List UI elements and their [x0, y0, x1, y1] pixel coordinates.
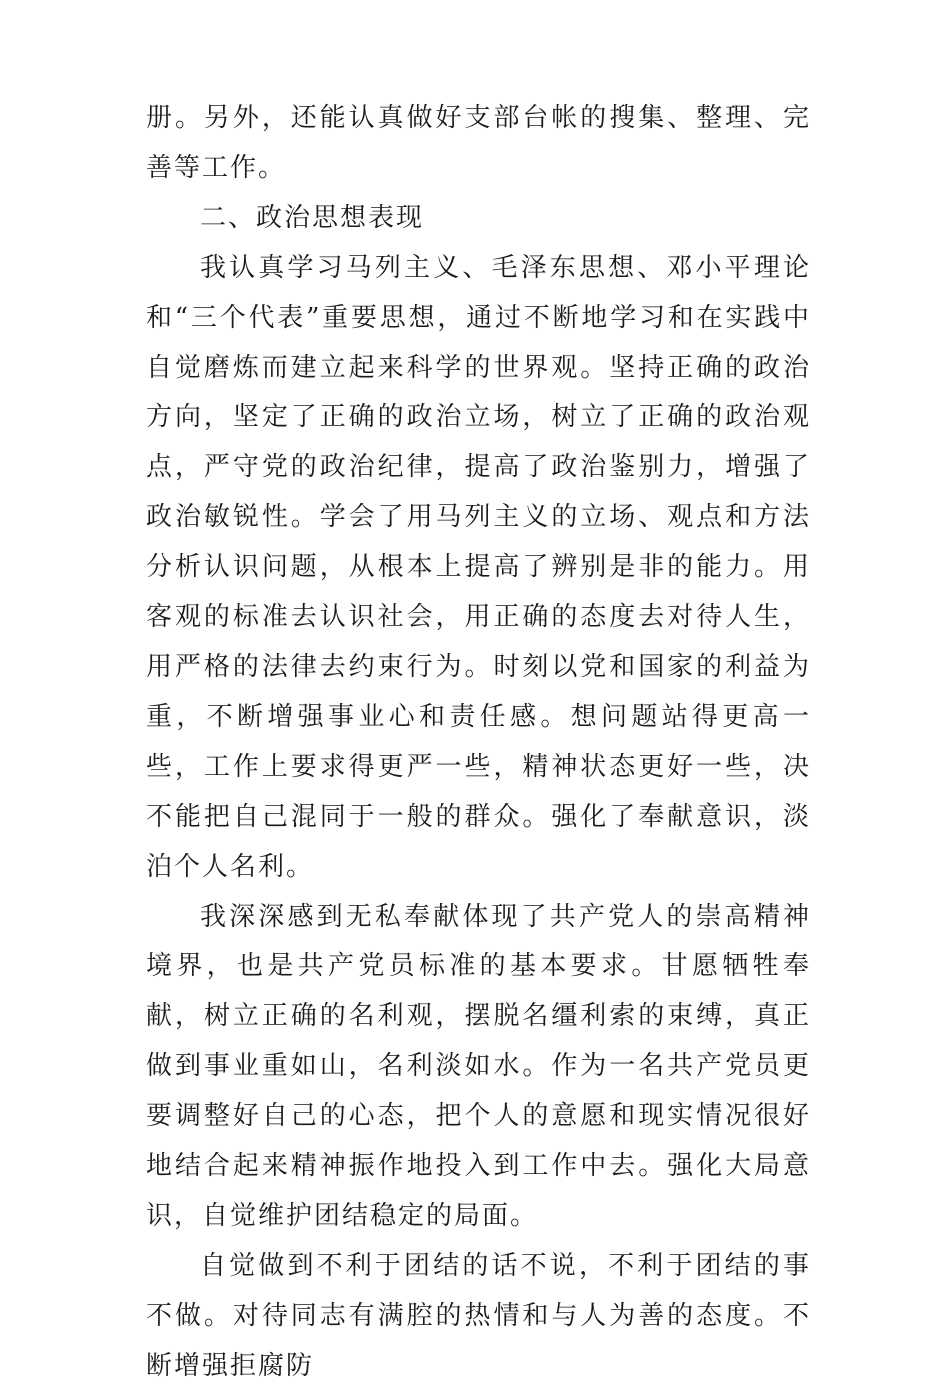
paragraph-selfless-dedication: 我深深感到无私奉献体现了共产党人的崇高精神境界，也是共产党员标准的基本要求。甘愿牺牲奉献，树立正确的名利观，摆脱名缰利索的束缚，真正做到事业重如山，名利淡如水。作为一名共产党员更要调整好自己的心态，把个人的意愿和现实情况很好地结合起来精神振作地投入到工作中去。强化大局意识，自觉维护团结稳定的局面。 [146, 901, 811, 1231]
paragraph-unity: 自觉做到不利于团结的话不说，不利于团结的事不做。对待同志有满腔的热情和与人为善的态度。不断增强拒腐防 [146, 1250, 811, 1381]
paragraph-political-study: 我认真学习马列主义、毛泽东思想、邓小平理论和“三个代表”重要思想，通过不断地学习和在实践中自觉磨炼而建立起来科学的世界观。坚持正确的政治方向，坚定了正确的政治立场，树立了正确的政治观点，严守党的政治纪律，提高了政治鉴别力，增强了政治敏锐性。学会了用马列主义的立场、观点和方法分析认识问题，从根本上提高了辨别是非的能力。用客观的标准去认识社会，用正确的态度去对待人生，用严格的法律去约束行为。时刻以党和国家的利益为重，不断增强事业心和责任感。想问题站得更高一些，工作上要求得更严一些，精神状态更好一些，决不能把自己混同于一般的群众。强化了奉献意识，淡泊个人名利。 [146, 252, 811, 882]
paragraph-continuation: 册。另外，还能认真做好支部台帐的搜集、整理、完善等工作。 [146, 103, 811, 183]
document-body [146, 94, 811, 1392]
section-heading: 二、政治思想表现 [200, 202, 425, 233]
